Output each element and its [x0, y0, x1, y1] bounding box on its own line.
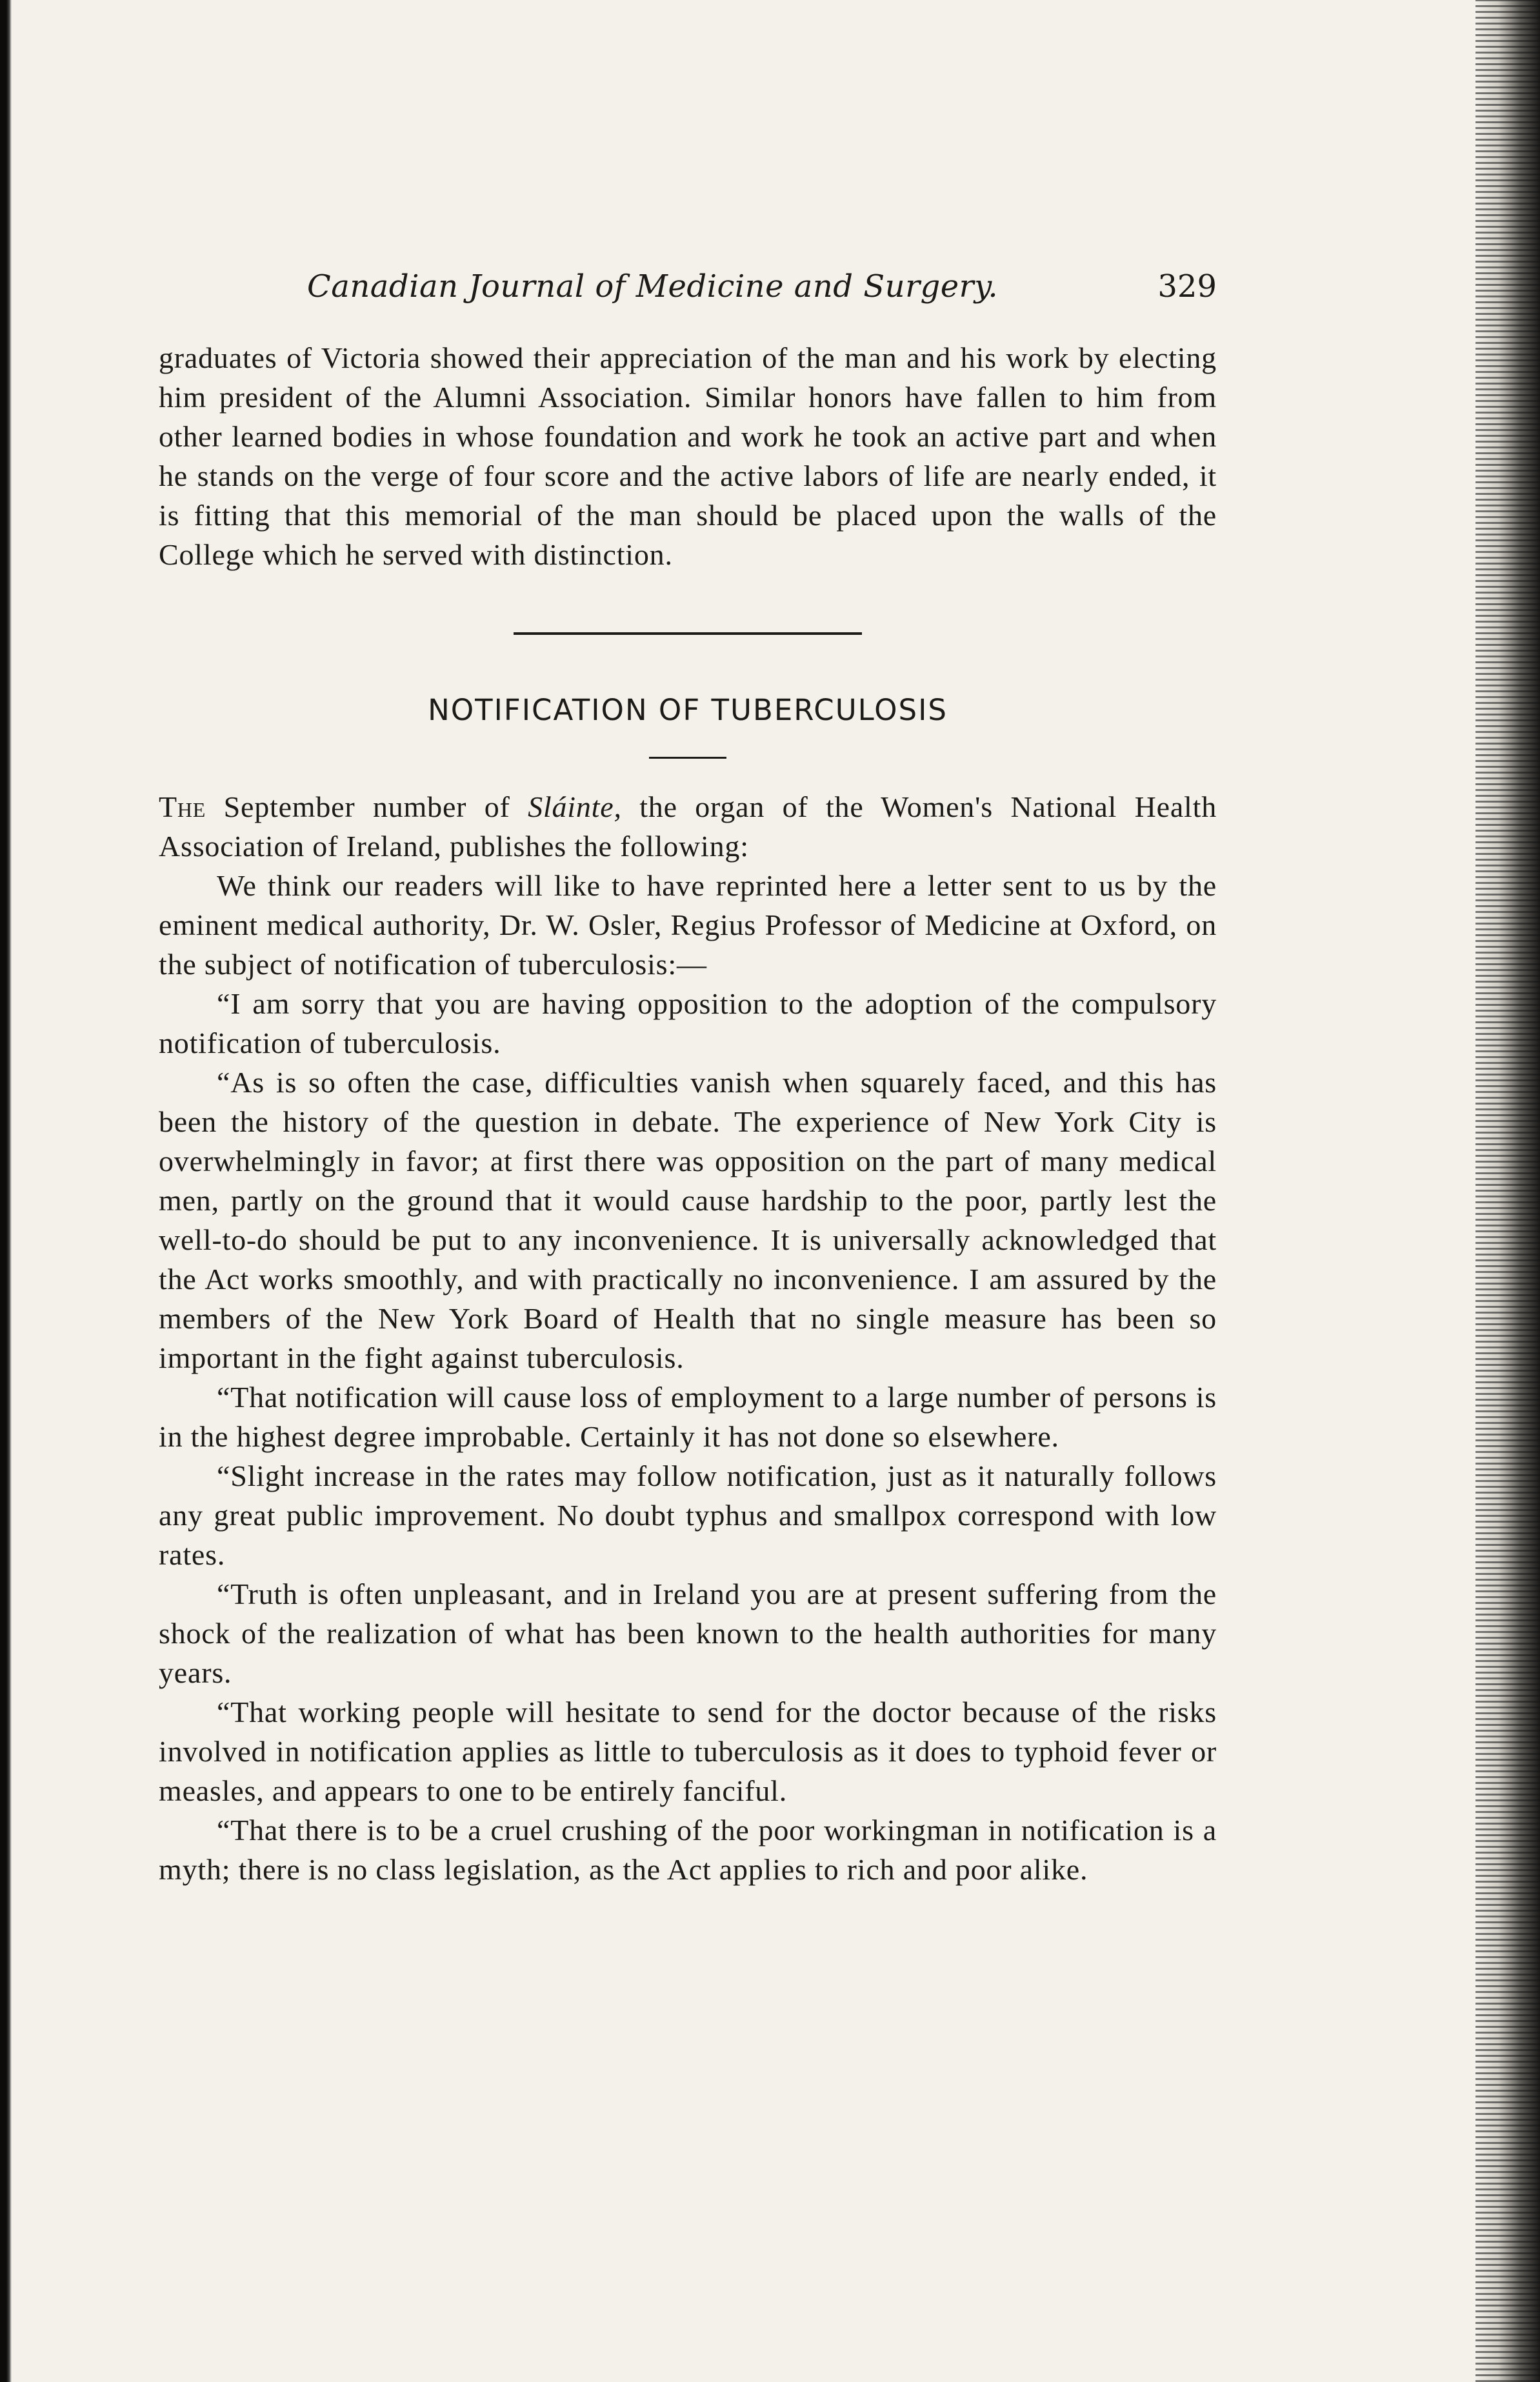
- article-paragraph: “As is so often the case, difficulties vanish when squarely faced, and this has been the history of the question in debate. The experience of New York City is overwhelmingly in favor; at first there was opposition on the part of many medical men, partly on the ground that it would cause hardship to the poor, partly lest the well-to-do should be put to any inconvenience. It is universally acknowledged that the Act works smoothly, and with practically no inconvenience. I am assured by the members of the New York Board of Health that no single measure has been so important in the fight against tuberculosis.: [159, 1066, 1217, 1374]
- article-paragraph: “Truth is often unpleasant, and in Ireland you are at present suffering from the shock of the realization of what has been known to the health authorities for many years.: [159, 1577, 1217, 1689]
- intro-paragraph: graduates of Victoria showed their appreciation of the man and his work by electing him president of the Alumni Association. Similar honors have fallen to him from other learned bodies in whose foundation and work he took an active part and when he stands on the verge of four score and the active labors of life are nearly ended, it is fitting that this memorial of the man should be placed upon the walls of the College which he served with distinction.: [159, 341, 1217, 571]
- lead-word: The: [159, 790, 206, 823]
- lead-text: September number of: [206, 790, 528, 823]
- article-title: NOTIFICATION OF TUBERCULOSIS: [428, 693, 948, 727]
- running-title: Canadian Journal of Medicine and Surgery.: [307, 268, 999, 305]
- article-paragraph: We think our readers will like to have reprinted here a letter sent to us by the eminent medical authority, Dr. W. Osler, Regius Professor of Medicine at Oxford, on the subject of notification of tuberculosis:—: [159, 869, 1217, 981]
- article-paragraph: “I am sorry that you are having opposition to the adoption of the compulsory notification of tuberculosis.: [159, 987, 1217, 1059]
- scan-binding-edge: [1475, 0, 1540, 2382]
- page-number: 329: [1157, 268, 1217, 305]
- scan-left-edge: [0, 0, 12, 2382]
- article-paragraph: “Slight increase in the rates may follow notification, just as it naturally follows any great public improvement. No doubt typhus and smallpox correspond with low rates.: [159, 1459, 1217, 1571]
- section-divider: [514, 632, 862, 635]
- article-paragraph: “That notification will cause loss of employment to a large number of persons is in the highest degree improbable. Certainly it has not done so elsewhere.: [159, 1381, 1217, 1453]
- article-lead-paragraph: [159, 787, 1217, 866]
- lead-tail: the organ of the Women's National Health Association of Ireland, publishes the following:: [159, 790, 1217, 863]
- journal-page: [159, 265, 1217, 1889]
- journal-name: Sláinte,: [528, 790, 622, 823]
- running-head: [159, 265, 1217, 316]
- article-paragraph: “That working people will hesitate to send for the doctor because of the risks involved in notification applies as little to tuberculosis as it does to typhoid fever or measles, and appears to one to be entirely fanciful.: [159, 1696, 1217, 1807]
- article-paragraph: “That there is to be a cruel crushing of the poor workingman in notification is a myth; there is no class legislation, as the Act applies to rich and poor alike.: [159, 1814, 1217, 1886]
- title-underline: [649, 757, 726, 759]
